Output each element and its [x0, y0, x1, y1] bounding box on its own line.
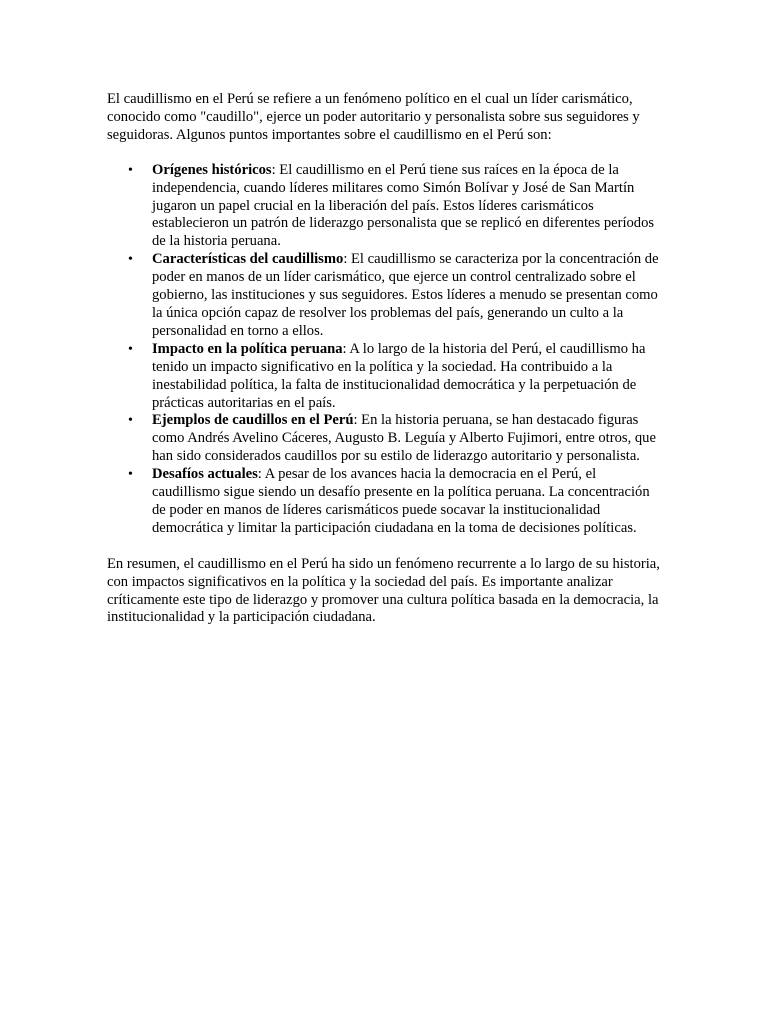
list-item-text: : En la historia peruana, se han destacado figuras como Andrés Avelino Cáceres, Augusto B. Leguía y Alberto Fujimori, entre otros, que han sido considerados caudillos por su estilo de liderazgo autoritario y personalista.: [152, 412, 656, 465]
list-item-text: : El caudillismo en el Perú tiene sus raíces en la época de la independencia, cuando líderes militares como Simón Bolívar y José de San Martín jugaron un papel crucial en la liberación del país. Estos líderes carismáticos establecieron un patrón de liderazgo personalista que se replicó en diferentes períodos de la historia peruana.: [152, 161, 655, 250]
key-points-list: [107, 162, 667, 538]
bullet-icon: •: [128, 252, 133, 268]
list-item-text: : A pesar de los avances hacia la democracia en el Perú, el caudillismo sigue siendo un desafío presente en la política peruana. La concentración de poder en manos de líderes carismáticos puede socavar la institucionalidad democrática y limitar la participación ciudadana en la toma de decisiones políticas.: [152, 466, 650, 536]
list-item-title: Características del caudillismo: [152, 251, 344, 268]
list-item-title: Impacto en la política peruana: [152, 340, 343, 357]
bullet-icon: •: [128, 413, 133, 429]
bullet-icon: •: [128, 341, 133, 357]
list-item-ejemplos: [107, 412, 667, 466]
list-item-desafios: [107, 466, 667, 538]
bullet-icon: •: [128, 162, 133, 178]
list-item-title: Orígenes históricos: [152, 161, 272, 178]
list-item-title: Desafíos actuales: [152, 466, 258, 483]
bullet-icon: •: [128, 467, 133, 483]
list-item-caracteristicas: [107, 251, 667, 341]
list-item-text: : El caudillismo se caracteriza por la concentración de poder en manos de un líder carismático, que ejerce un control centralizado sobre el gobierno, las instituciones y sus seguidores. Estos líderes a menudo se presentan como la única opción capaz de resolver los problemas del país, generando un culto a la personalidad en torno a ellos.: [152, 251, 659, 339]
intro-paragraph: El caudillismo en el Perú se refiere a un fenómeno político en el cual un líder carismático, conocido como "caudillo", ejerce un poder autoritario y personalista sobre sus seguidores y seguidoras. Algunos puntos importantes sobre el caudillismo en el Perú son:: [107, 91, 640, 143]
list-item-title: Ejemplos de caudillos en el Perú: [152, 412, 354, 429]
list-item-impacto: [107, 341, 667, 413]
document-page: [107, 91, 667, 627]
list-item-origenes: [107, 162, 667, 252]
conclusion-paragraph: En resumen, el caudillismo en el Perú ha sido un fenómeno recurrente a lo largo de su historia, con impactos significativos en la política y la sociedad del país. Es importante analizar críticamente este tipo de liderazgo y promover una cultura política basada en la democracia, la institucionalidad y la participación ciudadana.: [107, 555, 660, 626]
list-item-text: : A lo largo de la historia del Perú, el caudillismo ha tenido un impacto significativo en la política y la sociedad. Ha contribuido a la inestabilidad política, la falta de institucionalidad democrática y la perpetuación de prácticas autoritarias en el país.: [152, 340, 646, 411]
